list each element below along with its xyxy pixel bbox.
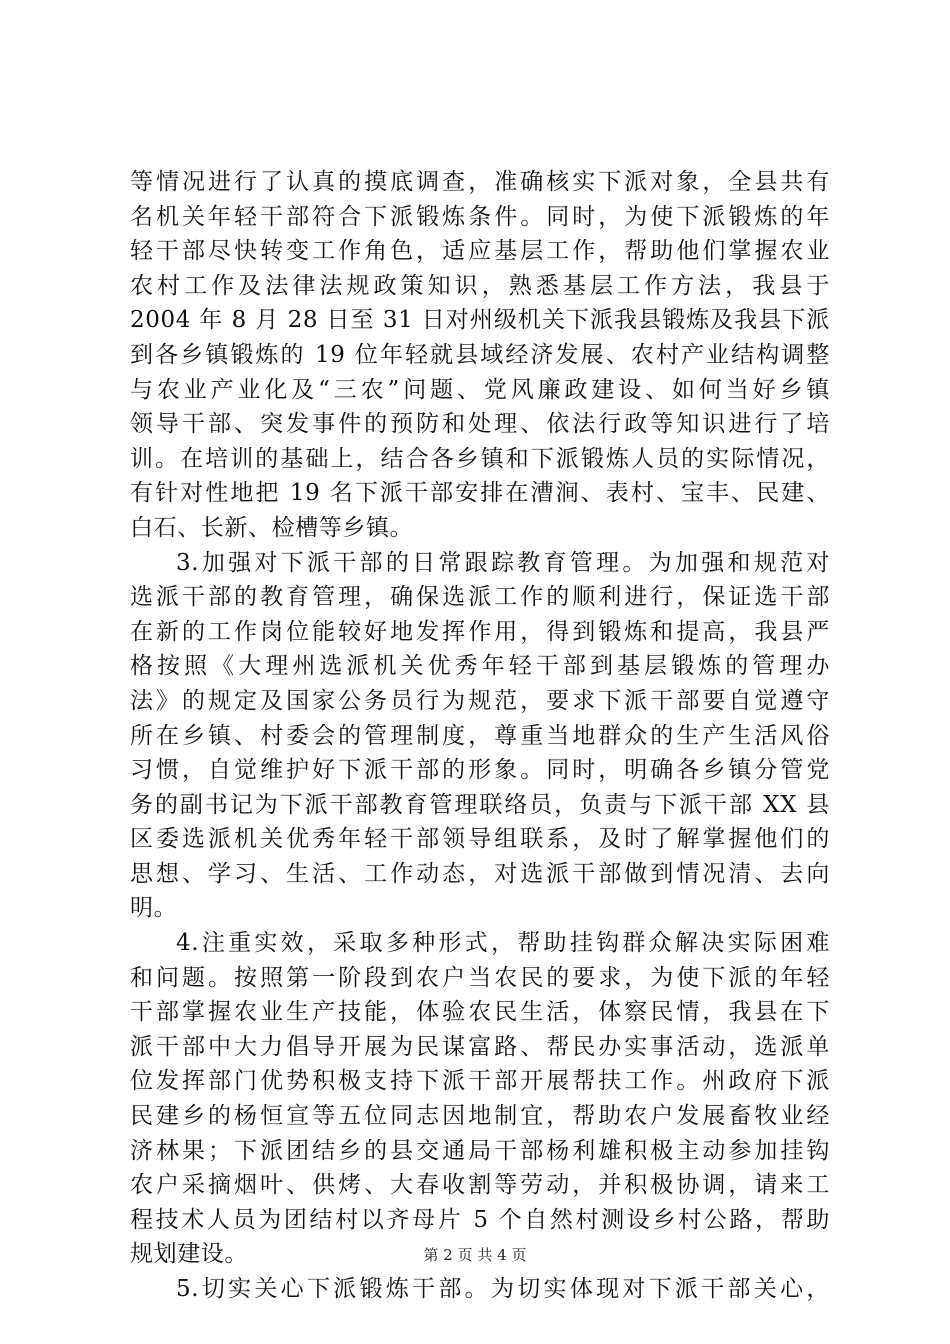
- text-line: 思想、学习、生活、工作动态，对选派干部做到情况清、去向: [130, 860, 830, 887]
- text-line: 派干部中大力倡导开展为民谋富路、帮民办实事活动，选派单: [130, 1033, 830, 1060]
- text-line: 格按照《大理州选派机关优秀年轻干部到基层锻炼的管理办: [130, 653, 830, 680]
- text-line: 农户采摘烟叶、供烤、大春收割等劳动，并积极协调，请来工: [130, 1172, 830, 1199]
- text-line: 干部掌握农业生产技能，体验农民生活，体察民情，我县在下: [130, 999, 830, 1026]
- text-line: 所在乡镇、村委会的管理制度，尊重当地群众的生产生活风俗: [130, 722, 830, 749]
- text-line: 等情况进行了认真的摸底调查，准确核实下派对象，全县共有: [130, 169, 830, 195]
- text-line: 3.加强对下派干部的日常跟踪教育管理。为加强和规范对: [176, 549, 830, 576]
- text-line: 法》的规定及国家公务员行为规范，要求下派干部要自觉遵守: [130, 687, 830, 714]
- text-line: 民建乡的杨恒宣等五位同志因地制宜，帮助农户发展畜牧业经: [130, 1103, 830, 1130]
- text-line: 选派干部的教育管理，确保选派工作的顺利进行，保证选干部: [130, 584, 830, 611]
- text-line: 务的副书记为下派干部教育管理联络员，负责与下派干部 XX 县: [130, 791, 830, 818]
- text-line: 训。在培训的基础上，结合各乡镇和下派锻炼人员的实际情况，: [130, 445, 830, 472]
- text-line: 位发挥部门优势积极支持下派干部开展帮扶工作。州政府下派: [130, 1068, 830, 1095]
- text-line: 到各乡镇锻炼的 19 位年轻就县域经济发展、农村产业结构调整: [130, 341, 830, 368]
- text-line: 2004 年 8 月 28 日至 31 日对州级机关下派我县锻炼及我县下派: [130, 307, 830, 334]
- text-line: 明。: [130, 895, 178, 922]
- text-line: 有针对性地把 19 名下派干部安排在漕涧、表村、宝丰、民建、: [130, 480, 830, 507]
- text-line: 区委选派机关优秀年轻干部领导组联系，及时了解掌握他们的: [130, 826, 830, 853]
- text-line: 和问题。按照第一阶段到农户当农民的要求，为使下派的年轻: [130, 964, 830, 991]
- text-line: 规划建设。: [130, 1241, 248, 1268]
- text-line: 4.注重实效，采取多种形式，帮助挂钩群众解决实际困难: [176, 930, 830, 957]
- text-line: 农村工作及法律法规政策知识，熟悉基层工作方法，我县于: [130, 272, 830, 299]
- text-line: 轻干部尽快转变工作角色，适应基层工作，帮助他们掌握农业: [130, 238, 830, 265]
- document-body: [130, 165, 830, 1307]
- text-line: 名机关年轻干部符合下派锻炼条件。同时，为使下派锻炼的年: [130, 203, 830, 230]
- text-line: 领导干部、突发事件的预防和处理、依法行政等知识进行了培: [130, 411, 830, 438]
- page-number-footer: 第 2 页 共 4 页: [423, 1246, 527, 1264]
- text-line: 白石、长新、检槽等乡镇。: [130, 514, 414, 541]
- text-line: 5.切实关心下派锻炼干部。为切实体现对下派干部关心，: [176, 1276, 830, 1302]
- text-line: 在新的工作岗位能较好地发挥作用，得到锻炼和提高，我县严: [130, 618, 830, 645]
- text-line: 习惯，自觉维护好下派干部的形象。同时，明确各乡镇分管党: [130, 757, 830, 784]
- text-line: 与农业产业化及“三农”问题、党风廉政建设、如何当好乡镇: [130, 376, 830, 403]
- text-line: 程技术人员为团结村以齐母片 5 个自然村测设乡村公路，帮助: [130, 1206, 830, 1233]
- text-line: 济林果；下派团结乡的县交通局干部杨利雄积极主动参加挂钩: [130, 1137, 830, 1164]
